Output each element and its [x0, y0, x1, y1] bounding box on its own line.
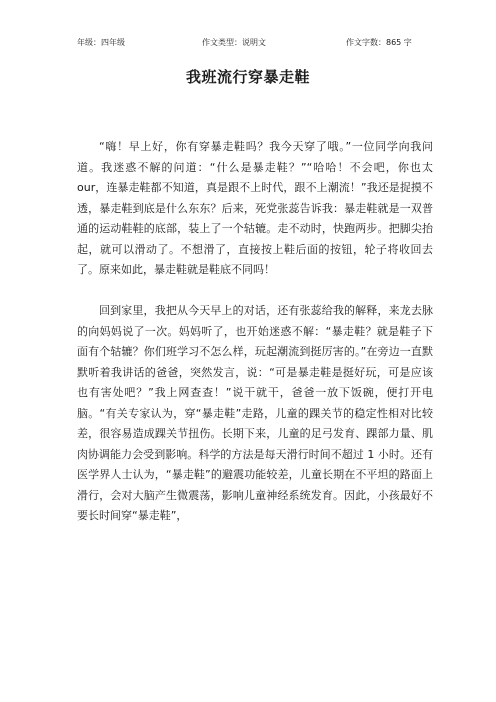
document-header [0, 37, 496, 51]
grade-label: 年级：四年级 [77, 38, 125, 47]
paragraph-2: 回到家里，我把从今天早上的对话，还有张蕊给我的解释，来龙去脉的向妈妈说了一次。妈妈听了，也开始迷惑不解：“暴走鞋？就是鞋子下面有个轱辘？你们班学习不怎么样，玩起潮流到挺厉害的。”在旁边一直默默听着我讲话的爸爸，突然发言，说：“可是暴走鞋是挺好玩，可是应该也有害处吧？”我上网查查！”说干就干，爸爸一放下饭碗，便打开电脑。“有关专家认为，穿“暴走鞋”走路，儿童的踝关节的稳定性相对比较差，很容易造成踝关节扭伤。长期下来，儿童的足弓发育、踝部力量、肌肉协调能力会受到影响。科学的方法是每天滑行时间不超过 1 小时。还有医学界人士认为，“暴走鞋”的避震功能较差，儿童长期在不平坦的路面上滑行，会对大脑产生微震荡，影响儿童神经系统发育。因此，小孩最好不要长时间穿“暴走鞋”， [77, 304, 433, 522]
essay-title: 我班流行穿暴走鞋 [185, 68, 310, 86]
paragraph-1: “嗨！早上好，你有穿暴走鞋吗？我今天穿了哦。”一位同学向我问道。我迷惑不解的问道：“什么是暴走鞋？”“哈哈！不会吧，你也太 our，连暴走鞋都不知道，真是跟不上时代，跟不上潮流！”我还是捉摸不透，暴走鞋到底是什么东东？后来，死党张蕊告诉我：暴走鞋就是一双普通的运动鞋鞋的底部，装上了一个轱辘。走不动时，快跑两步。把脚尖抬起，就可以滑动了。不想滑了，直接按上鞋后面的按钮，轮子将收回去了。原来如此，暴走鞋就是鞋底不同吗！ [77, 140, 433, 276]
essay-body [77, 137, 433, 527]
essay-type-label: 作文类型：说明文 [202, 38, 266, 47]
word-count-label: 作文字数：865 字 [346, 38, 412, 47]
